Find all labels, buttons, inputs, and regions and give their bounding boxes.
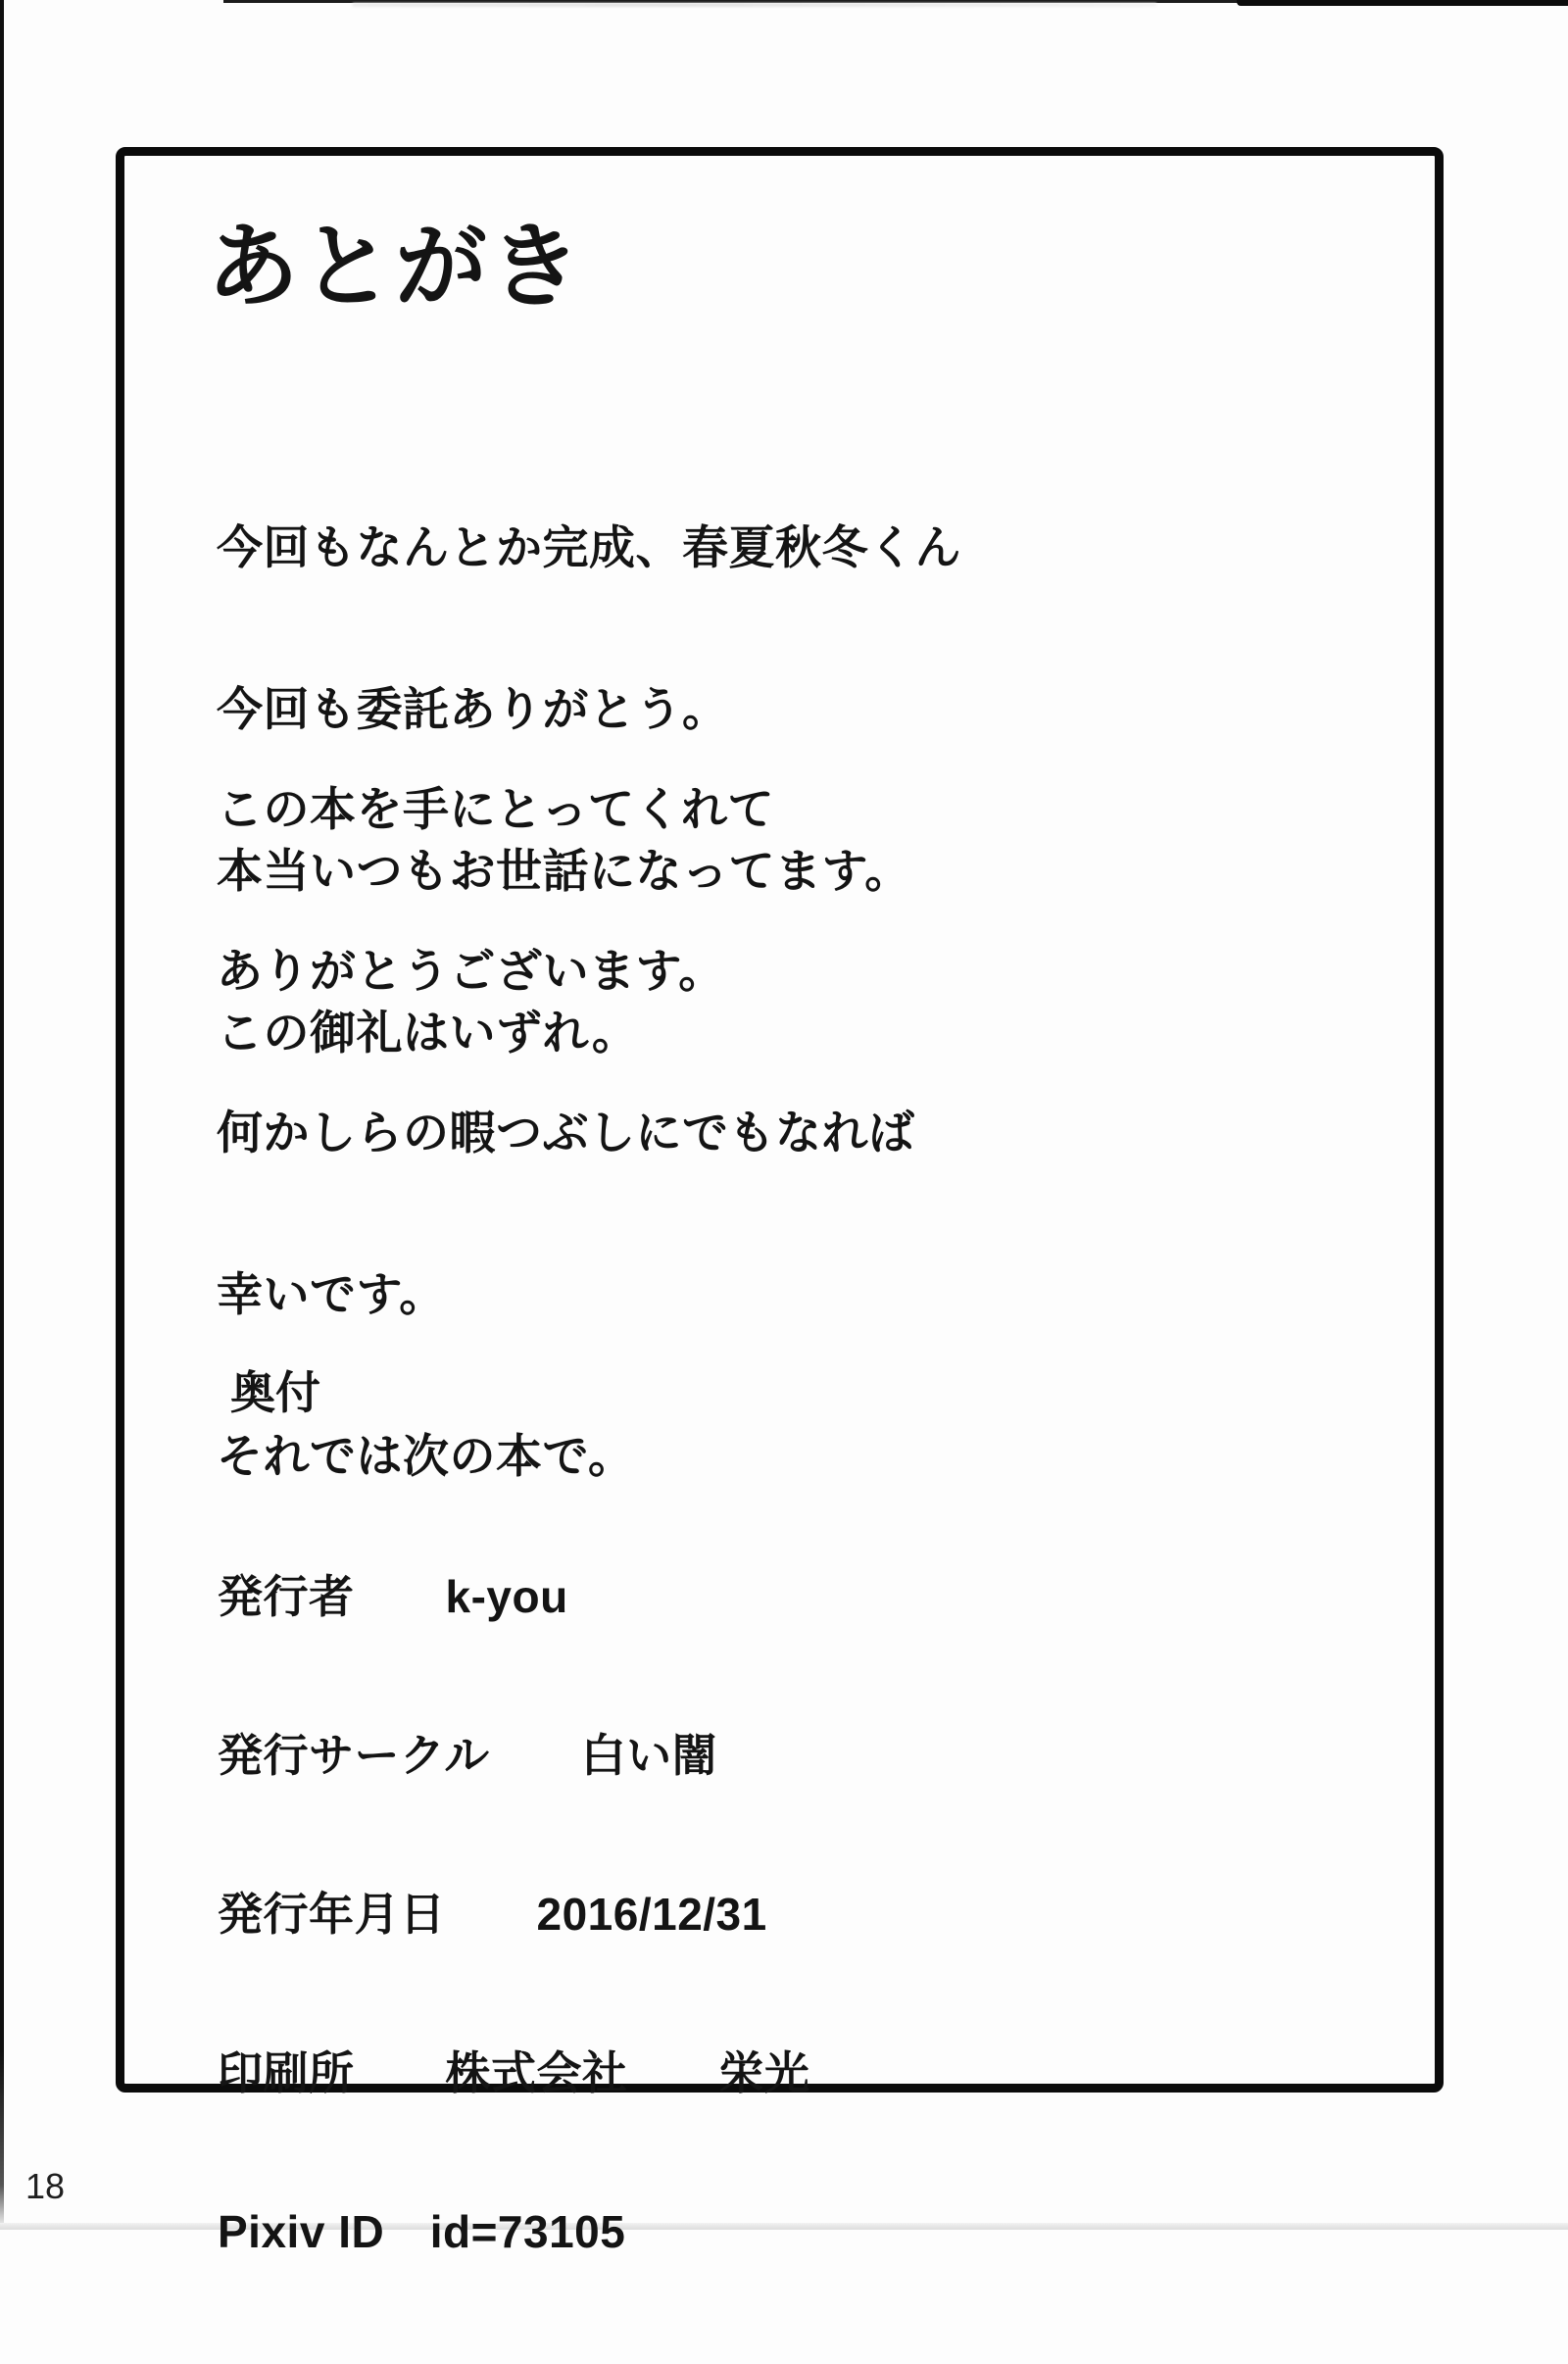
text-line: 今回も委託ありがとう。 bbox=[217, 683, 729, 735]
page-number: 18 bbox=[25, 2166, 66, 2206]
colophon-circle-line: 発行サークル 白い闇 bbox=[218, 1730, 718, 1781]
colophon-lines bbox=[218, 1464, 810, 2364]
scan-edge-left bbox=[0, 0, 4, 2230]
scan-edge-top-smudge bbox=[353, 3, 1156, 7]
text-line: それでは次の本で。 bbox=[217, 1430, 635, 1482]
text-line: この本を手にとってくれて bbox=[217, 783, 775, 835]
text-line: 何かしらの暇つぶしにでもなれば bbox=[217, 1107, 915, 1158]
scan-edge-top-thick bbox=[1237, 0, 1568, 6]
afterword-paragraph-2 bbox=[217, 674, 915, 1591]
colophon-printer-line: 印刷所 株式会社 栄光 bbox=[218, 2047, 810, 2098]
colophon-pixiv-id-line: Pixiv ID id=73105 bbox=[218, 2206, 626, 2257]
text-line: ありがとうございます。 bbox=[217, 945, 725, 997]
text-line: この御礼はいずれ。 bbox=[217, 1007, 639, 1059]
colophon-publisher-line: 発行者 k-you bbox=[218, 1571, 568, 1622]
colophon-heading: 奥付 bbox=[230, 1367, 320, 1418]
colophon-date-line: 発行年月日 2016/12/31 bbox=[218, 1889, 767, 1940]
afterword-title: あとがき bbox=[207, 213, 584, 320]
text-line: 幸いです。 bbox=[217, 1268, 446, 1320]
text-line: 本当いつもお世話になってます。 bbox=[217, 845, 911, 897]
page-border-frame bbox=[116, 147, 1444, 2257]
text-line: 今回もなんとか完成、春夏秋冬くん bbox=[217, 521, 961, 573]
